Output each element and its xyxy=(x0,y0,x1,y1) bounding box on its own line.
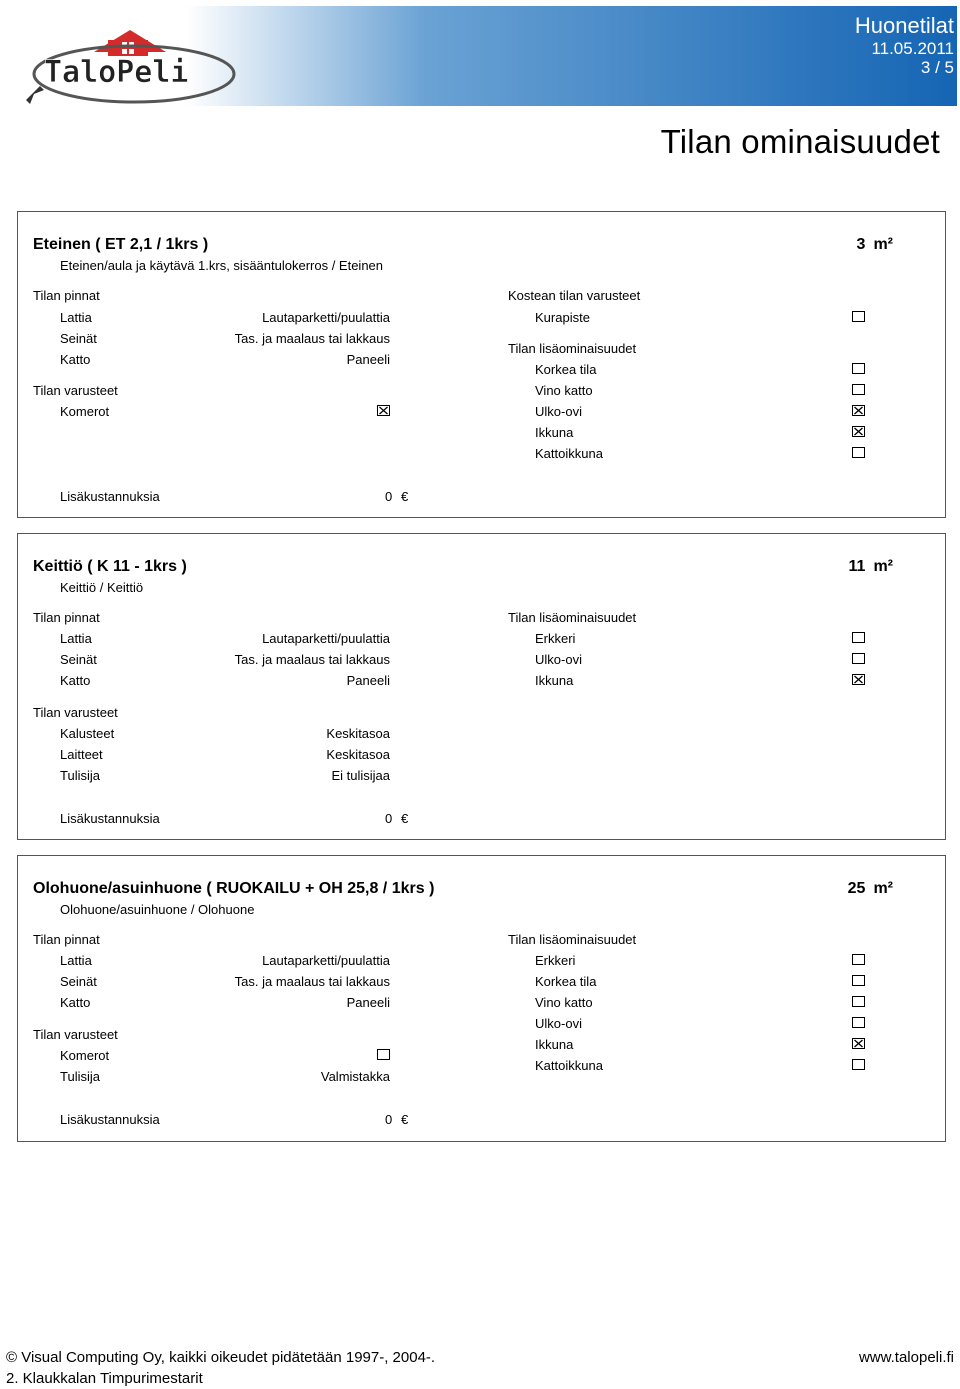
footer-website-link[interactable]: www.talopeli.fi xyxy=(858,1349,954,1366)
varusteet-header: Tilan varusteet xyxy=(33,705,118,720)
checkbox-empty-icon xyxy=(852,447,865,458)
checkbox-checked-icon xyxy=(852,426,865,437)
surface-value: Tas. ja maalaus tai lakkaus xyxy=(234,331,390,346)
checkbox-empty-icon xyxy=(852,363,865,374)
equipment-label: Tulisija xyxy=(60,1069,100,1084)
area-value: 25 xyxy=(847,880,866,897)
pinnat-header: Tilan pinnat xyxy=(33,932,100,947)
footer-customer: 2. Klaukkalan Timpurimestarit xyxy=(6,1370,203,1387)
report-date: 11.05.2011 xyxy=(871,38,954,58)
equipment-value: Valmistakka xyxy=(320,1069,390,1084)
room-card-olohuone xyxy=(17,855,946,1142)
extra-cost-value: 0 xyxy=(385,811,393,826)
extra-cost-value: 0 xyxy=(385,489,393,504)
extra-cost-label: Lisäkustannuksia xyxy=(60,489,160,504)
checkbox-empty-icon xyxy=(852,384,865,395)
checkbox-empty-icon xyxy=(852,954,865,965)
checkbox-empty-icon xyxy=(852,311,865,322)
feature-label: Ulko-ovi xyxy=(535,652,582,667)
surface-label: Seinät xyxy=(60,331,97,346)
svg-text:TaloPeli: TaloPeli xyxy=(44,55,189,90)
room-area xyxy=(849,558,893,576)
feature-label: Erkkeri xyxy=(535,953,576,968)
checkbox-empty-icon xyxy=(852,1059,865,1070)
feature-label: Erkkeri xyxy=(535,631,576,646)
feature-label: Ikkuna xyxy=(535,673,574,688)
surface-value: Lautaparketti/puulattia xyxy=(262,310,390,325)
feature-label: Vino katto xyxy=(535,383,593,398)
area-unit: m² xyxy=(873,558,893,575)
surface-value: Paneeli xyxy=(346,673,390,688)
checkbox-checked-icon xyxy=(852,1038,865,1049)
surface-value: Lautaparketti/puulattia xyxy=(262,953,390,968)
feature-label: Korkea tila xyxy=(535,974,597,989)
area-unit: m² xyxy=(873,880,893,897)
equipment-label: Laitteet xyxy=(60,747,103,762)
surface-label: Katto xyxy=(60,995,91,1010)
lisa-header: Tilan lisäominaisuudet xyxy=(508,932,637,947)
varusteet-header: Tilan varusteet xyxy=(33,383,118,398)
checkbox-empty-icon xyxy=(852,975,865,986)
surface-label: Lattia xyxy=(60,953,92,968)
room-subtitle: Keittiö / Keittiö xyxy=(60,580,144,595)
footer-copyright: © Visual Computing Oy, kaikki oikeudet pidätetään 1997-, 2004-. xyxy=(6,1349,436,1366)
room-subtitle: Olohuone/asuinhuone / Olohuone xyxy=(60,902,255,917)
checkbox-empty-icon xyxy=(852,1017,865,1028)
surface-value: Paneeli xyxy=(346,995,390,1010)
extra-cost-value: 0 xyxy=(385,1112,393,1127)
page-number: 3 / 5 xyxy=(920,57,954,77)
surface-label: Seinät xyxy=(60,974,97,989)
checkbox-empty-icon xyxy=(852,996,865,1007)
area-value: 11 xyxy=(848,558,866,575)
checkbox-checked-icon xyxy=(377,405,390,416)
feature-label: Ulko-ovi xyxy=(535,1016,582,1031)
euro-icon: € xyxy=(401,1112,409,1127)
pinnat-header: Tilan pinnat xyxy=(33,610,100,625)
feature-label: Ulko-ovi xyxy=(535,404,582,419)
kostea-header: Kostean tilan varusteet xyxy=(508,288,641,303)
lisa-header: Tilan lisäominaisuudet xyxy=(508,610,637,625)
equipment-label: Komerot xyxy=(60,404,110,419)
equipment-label: Tulisija xyxy=(60,768,100,783)
area-unit: m² xyxy=(873,236,893,253)
feature-label: Vino katto xyxy=(535,995,593,1010)
room-area xyxy=(848,880,893,898)
room-title: Keittiö ( K 11 - 1krs ) xyxy=(33,558,187,575)
area-value: 3 xyxy=(856,236,866,253)
surface-label: Katto xyxy=(60,673,91,688)
pinnat-header: Tilan pinnat xyxy=(33,288,100,303)
feature-label: Ikkuna xyxy=(535,425,574,440)
feature-label: Kurapiste xyxy=(535,310,590,325)
surface-label: Lattia xyxy=(60,631,92,646)
page-title: Tilan ominaisuudet xyxy=(660,123,940,160)
euro-icon: € xyxy=(401,811,409,826)
surface-value: Lautaparketti/puulattia xyxy=(262,631,390,646)
surface-value: Paneeli xyxy=(346,352,390,367)
checkbox-checked-icon xyxy=(852,405,865,416)
checkbox-empty-icon xyxy=(852,653,865,664)
feature-label: Ikkuna xyxy=(535,1037,574,1052)
checkbox-checked-icon xyxy=(852,674,865,685)
euro-icon: € xyxy=(401,489,409,504)
extra-cost-label: Lisäkustannuksia xyxy=(60,1112,160,1127)
surface-value: Tas. ja maalaus tai lakkaus xyxy=(234,652,390,667)
room-title: Eteinen ( ET 2,1 / 1krs ) xyxy=(33,236,209,253)
lisa-header: Tilan lisäominaisuudet xyxy=(508,341,637,356)
feature-label: Kattoikkuna xyxy=(535,446,603,461)
equipment-label: Kalusteet xyxy=(60,726,115,741)
feature-label: Kattoikkuna xyxy=(535,1058,603,1073)
equipment-value: Keskitasoa xyxy=(326,747,390,762)
surface-label: Katto xyxy=(60,352,91,367)
varusteet-header: Tilan varusteet xyxy=(33,1027,118,1042)
checkbox-empty-icon xyxy=(852,632,865,643)
header-info xyxy=(855,14,954,77)
feature-label: Korkea tila xyxy=(535,362,597,377)
surface-label: Seinät xyxy=(60,652,97,667)
room-card-eteinen xyxy=(17,211,946,518)
equipment-value: Ei tulisijaa xyxy=(331,768,390,783)
report-title: Huonetilat xyxy=(854,13,954,38)
room-card-keittio xyxy=(17,533,946,840)
surface-value: Tas. ja maalaus tai lakkaus xyxy=(234,974,390,989)
room-area xyxy=(857,236,893,254)
checkbox-empty-icon xyxy=(377,1049,390,1060)
equipment-value: Keskitasoa xyxy=(326,726,390,741)
room-subtitle: Eteinen/aula ja käytävä 1.krs, sisääntulokerros / Eteinen xyxy=(60,258,384,273)
talopeli-logo xyxy=(22,24,252,106)
extra-cost-label: Lisäkustannuksia xyxy=(60,811,160,826)
equipment-label: Komerot xyxy=(60,1048,110,1063)
surface-label: Lattia xyxy=(60,310,92,325)
room-title: Olohuone/asuinhuone ( RUOKAILU + OH 25,8 / 1krs ) xyxy=(33,880,435,897)
